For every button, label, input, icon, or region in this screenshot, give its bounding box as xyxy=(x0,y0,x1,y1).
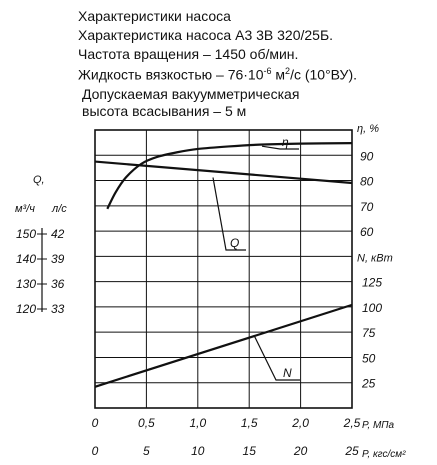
x-axis-label-kgs: P, кгс/см² xyxy=(362,449,406,460)
x-tick-mpa: 2,0 xyxy=(292,416,309,430)
x-tick-kgs: 20 xyxy=(293,444,308,458)
viscosity-text: Жидкость вязкостью – 76·10 xyxy=(78,66,264,83)
series-q-line xyxy=(95,162,352,183)
n-tick: 100 xyxy=(362,300,383,315)
eta-tick: 90 xyxy=(360,149,374,164)
q-axis-label: Q, xyxy=(33,174,45,186)
eta-tick: 80 xyxy=(360,174,374,189)
n-tick: 75 xyxy=(362,326,376,341)
series-q-label: Q xyxy=(230,236,240,250)
suction-line-1: Допускаемая вакуумметрическая xyxy=(82,86,300,102)
q-axis-unit: м³/ч xyxy=(15,203,35,215)
x-tick-kgs: 0 xyxy=(91,444,99,458)
rotation-speed-line: Частота вращения – 1450 об/мин. xyxy=(78,46,299,62)
series-n-line xyxy=(95,305,352,387)
viscosity-unit-exponent: 2 xyxy=(285,66,291,76)
l-tick: 36 xyxy=(51,277,65,291)
x-tick-mpa: 0 xyxy=(91,416,99,430)
q-tick: 120 xyxy=(15,302,36,316)
series-η-leader xyxy=(262,146,299,149)
series-η-label: η xyxy=(282,135,289,149)
x-axis-label-mpa: P, МПа xyxy=(362,420,395,431)
x-tick-mpa: 2,5 xyxy=(343,416,361,430)
x-tick-kgs: 10 xyxy=(191,444,205,458)
series-eta-line xyxy=(107,143,352,209)
n-tick: 125 xyxy=(362,275,383,290)
eta-axis-label: η, % xyxy=(357,123,379,135)
l-tick: 39 xyxy=(51,252,65,266)
chart-curves xyxy=(95,143,352,387)
q-tick: 140 xyxy=(15,252,36,266)
q-tick: 130 xyxy=(15,277,36,291)
q-tick: 150 xyxy=(15,227,36,241)
x-tick-kgs: 25 xyxy=(345,444,359,458)
chart-title: Характеристики насоса xyxy=(78,8,231,24)
x-tick-mpa: 0,5 xyxy=(138,416,155,430)
viscosity-exponent: -6 xyxy=(263,66,272,76)
l-tick: 33 xyxy=(51,302,65,316)
eta-tick: 70 xyxy=(360,199,374,214)
l-axis-unit: л/с xyxy=(52,203,67,215)
l-tick: 42 xyxy=(51,227,65,241)
viscosity-unit-text: м xyxy=(271,66,286,83)
x-tick-kgs: 15 xyxy=(242,444,256,458)
x-tick-mpa: 1,0 xyxy=(189,416,207,430)
suction-line-2: высота всасывания – 5 м xyxy=(82,103,247,119)
n-tick: 50 xyxy=(362,351,376,366)
series-n-label: N xyxy=(283,366,292,380)
eta-tick: 60 xyxy=(360,225,374,240)
pump-model-line: Характеристика насоса А3 3В 320/25Б. xyxy=(78,27,334,43)
x-tick-mpa: 1,5 xyxy=(240,416,258,430)
n-axis-label: N, кВт xyxy=(357,252,393,265)
x-tick-kgs: 5 xyxy=(143,444,150,458)
n-tick: 25 xyxy=(362,376,376,391)
chart-axes-text xyxy=(15,123,406,460)
viscosity-unit-rest: /с (10°ВУ). xyxy=(290,66,357,83)
